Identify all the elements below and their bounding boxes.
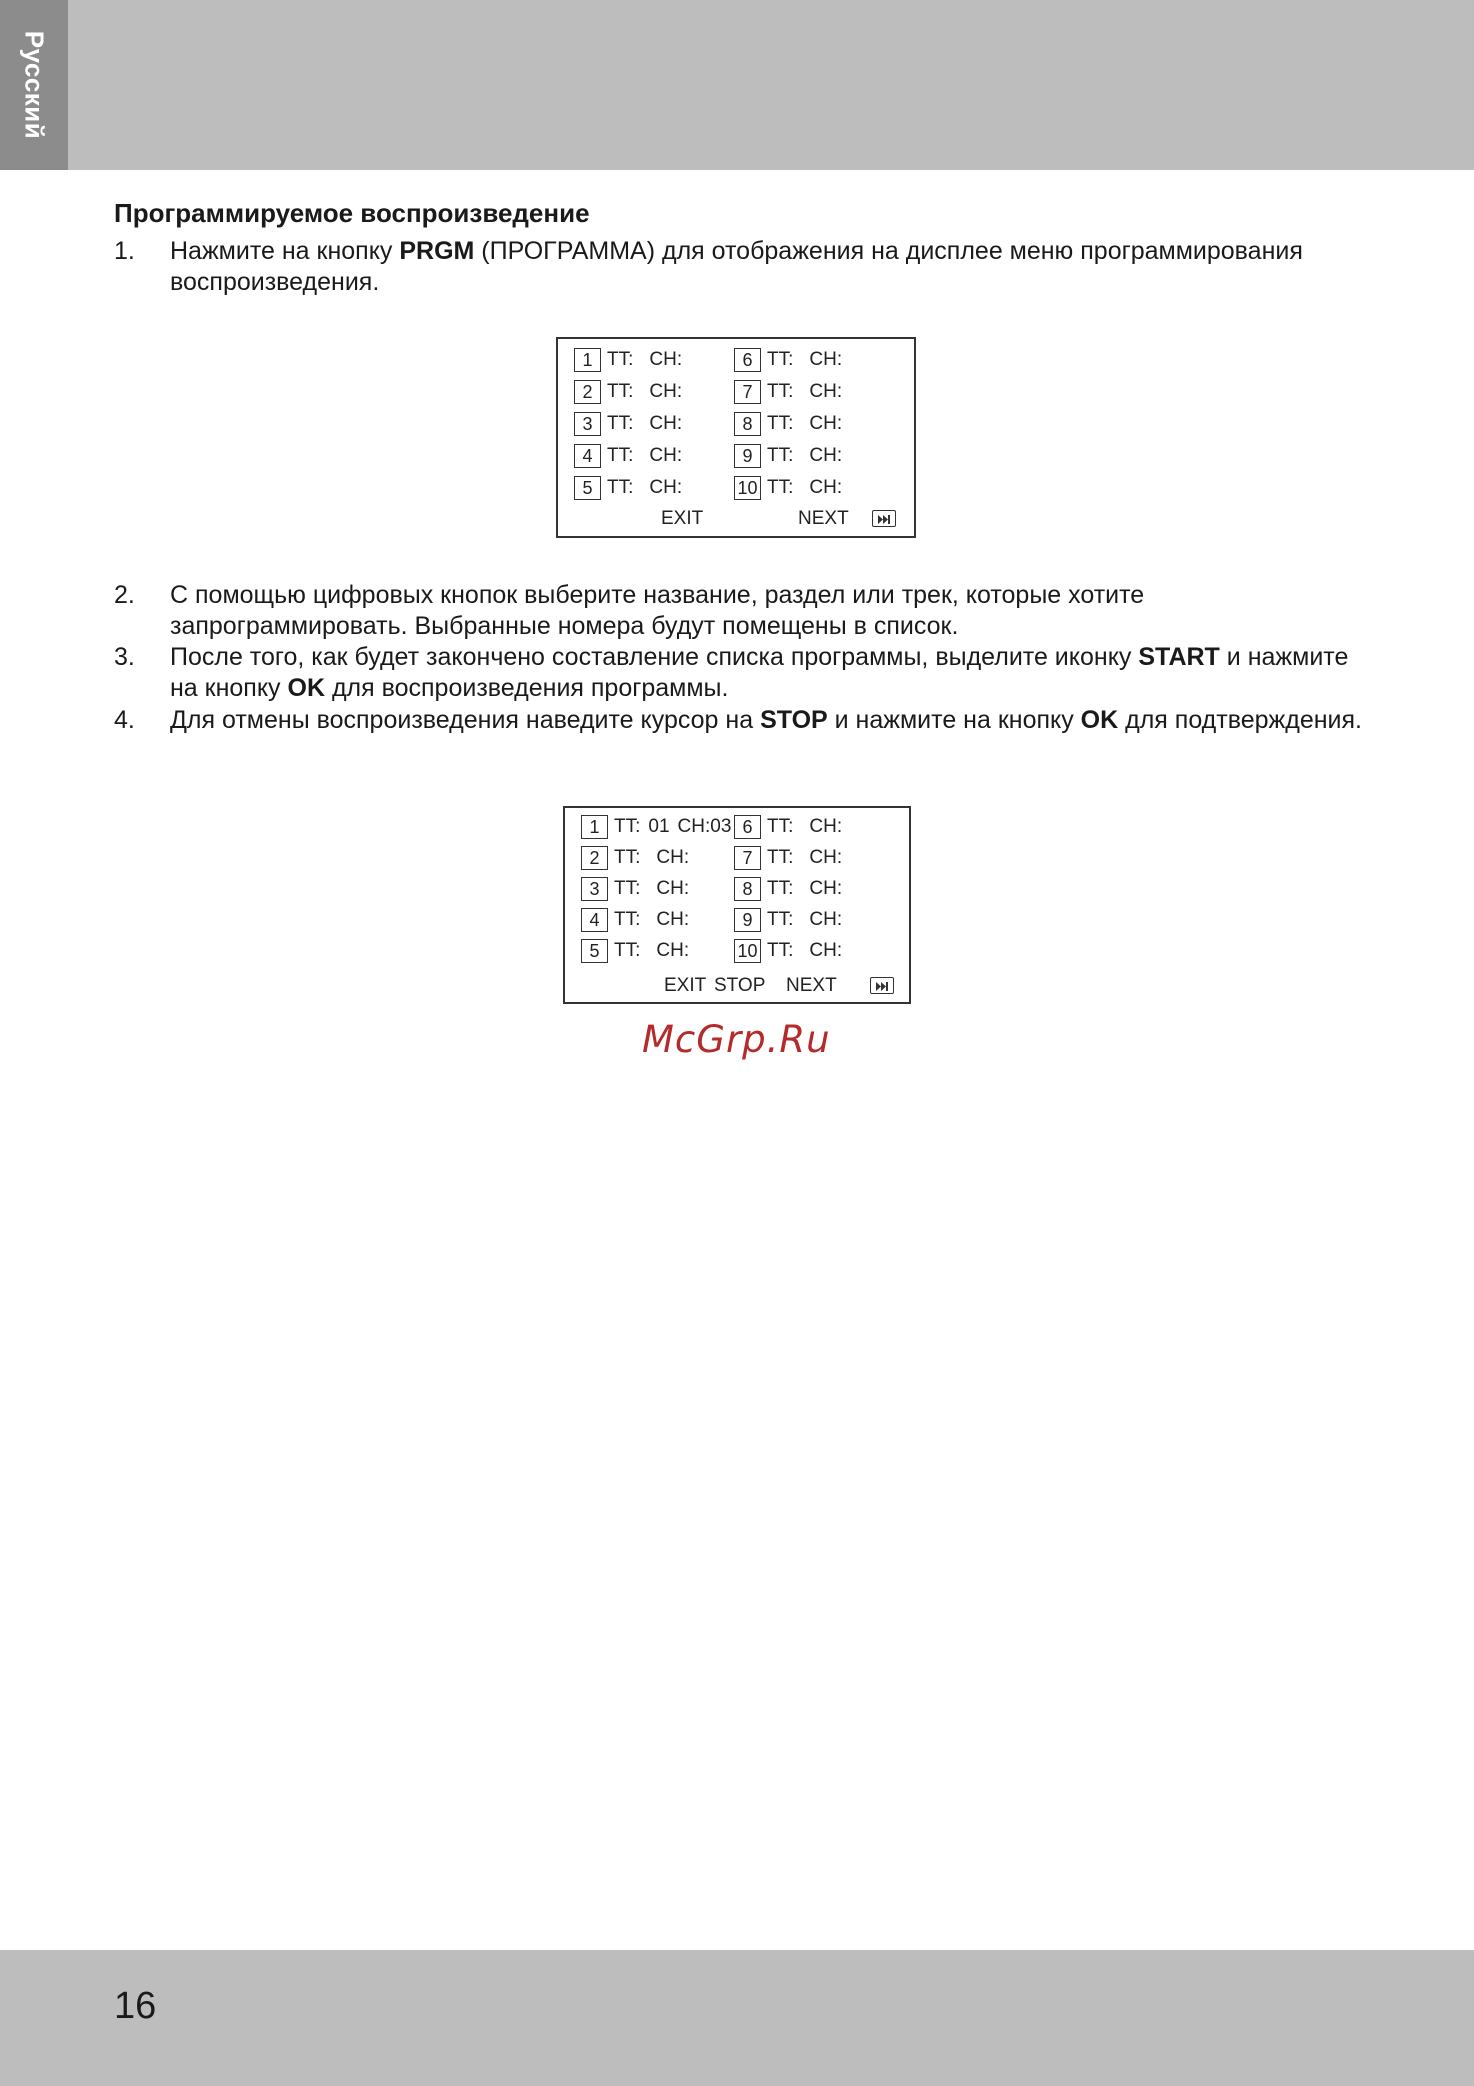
- program-slot-1[interactable]: [574, 347, 682, 373]
- slot-number-box: 1: [574, 348, 601, 372]
- chapter-label: CH:: [649, 477, 683, 498]
- title-label: TT:: [614, 909, 641, 930]
- title-label: TT:: [614, 878, 641, 899]
- exit-option[interactable]: EXIT: [661, 508, 704, 529]
- title-label: TT:: [607, 477, 634, 498]
- title-label: TT:: [767, 381, 794, 402]
- exit-option[interactable]: EXIT: [664, 975, 707, 996]
- title-label: TT:: [607, 381, 634, 402]
- step-text-part: и нажмите на кнопку: [827, 706, 1081, 734]
- slot-number-box: 9: [734, 444, 761, 468]
- slot-number-box: 5: [574, 476, 601, 500]
- step-number: 4.: [114, 706, 135, 734]
- title-label: TT:: [614, 816, 641, 837]
- chapter-label: CH:: [809, 847, 843, 868]
- watermark: McGrp.Ru: [642, 1018, 831, 1061]
- chapter-label: CH:: [809, 909, 843, 930]
- chapter-label: CH:: [809, 940, 843, 961]
- step-bold-key: OK: [1080, 706, 1119, 734]
- skip-next-icon[interactable]: [872, 510, 896, 527]
- slot-number-box: 3: [581, 877, 608, 901]
- chapter-label: CH:: [649, 413, 683, 434]
- step-text-part: Для отмены воспроизведения наведите курсор на: [170, 706, 761, 734]
- title-label: TT:: [767, 413, 794, 434]
- page-number: 16: [114, 1985, 157, 2027]
- step-bold-key: STOP: [760, 706, 828, 734]
- language-tab: [0, 0, 68, 170]
- step-bold-key: OK: [287, 674, 326, 702]
- step-text-part: и нажмите на кнопку: [170, 643, 1349, 702]
- stop-option[interactable]: STOP: [714, 975, 766, 996]
- step-bold-key: PRGM: [399, 237, 475, 265]
- chapter-label: CH:: [649, 445, 683, 466]
- slot-number-box: 5: [581, 939, 608, 963]
- title-label: TT:: [767, 878, 794, 899]
- slot-number-box: 4: [581, 908, 608, 932]
- step-text-part: для воспроизведения программы.: [325, 674, 729, 702]
- slot-number-box: 3: [574, 412, 601, 436]
- chapter-label: CH:: [677, 816, 711, 837]
- program-slot-8[interactable]: [734, 876, 842, 902]
- slot-number-box: 10: [734, 939, 761, 963]
- program-slot-9[interactable]: [734, 907, 842, 933]
- chapter-label: CH:: [656, 878, 690, 899]
- program-slot-10[interactable]: [734, 938, 842, 964]
- program-slot-2[interactable]: [574, 379, 682, 405]
- program-slot-2[interactable]: [581, 845, 689, 871]
- step-bold-key: START: [1138, 643, 1220, 671]
- skip-next-icon[interactable]: [870, 977, 894, 994]
- program-slot-9[interactable]: [734, 443, 842, 469]
- title-label: TT:: [767, 445, 794, 466]
- title-label: TT:: [614, 847, 641, 868]
- step-text-part: (ПРОГРАММА) для отображения на дисплее меню программирования воспроизведения.: [170, 237, 1303, 296]
- header-band: [0, 0, 1474, 170]
- program-slot-7[interactable]: [734, 379, 842, 405]
- step-number: 3.: [114, 643, 135, 671]
- step-text-part: для подтверждения.: [1118, 706, 1362, 734]
- chapter-label: CH:: [809, 878, 843, 899]
- chapter-label: CH:: [656, 940, 690, 961]
- program-slot-1[interactable]: [581, 814, 731, 840]
- title-label: TT:: [607, 413, 634, 434]
- program-slot-3[interactable]: [581, 876, 689, 902]
- section-heading: Программируемое воспроизведение: [114, 198, 590, 228]
- step-text: [170, 642, 1380, 704]
- title-value: 01: [648, 816, 670, 837]
- title-label: TT:: [607, 445, 634, 466]
- language-tab-label: Русский: [19, 30, 50, 140]
- chapter-value: 03: [710, 816, 732, 837]
- program-menu-empty: [556, 337, 916, 538]
- slot-number-box: 10: [734, 476, 761, 500]
- step-text: [170, 236, 1380, 298]
- slot-number-box: 8: [734, 412, 761, 436]
- chapter-label: CH:: [809, 413, 843, 434]
- chapter-label: CH:: [809, 381, 843, 402]
- program-slot-5[interactable]: [574, 475, 682, 501]
- program-slot-5[interactable]: [581, 938, 689, 964]
- slot-number-box: 7: [734, 380, 761, 404]
- chapter-label: CH:: [809, 816, 843, 837]
- program-slot-6[interactable]: [734, 814, 842, 840]
- chapter-label: CH:: [809, 445, 843, 466]
- slot-number-box: 6: [734, 815, 761, 839]
- slot-number-box: 8: [734, 877, 761, 901]
- title-label: TT:: [767, 847, 794, 868]
- program-slot-8[interactable]: [734, 411, 842, 437]
- step-text-part: Нажмите на кнопку: [170, 237, 400, 265]
- program-slot-7[interactable]: [734, 845, 842, 871]
- title-label: TT:: [767, 940, 794, 961]
- chapter-label: CH:: [809, 349, 843, 370]
- step-number: 2.: [114, 581, 135, 609]
- skip-next-icon-glyph: [873, 512, 895, 527]
- chapter-label: CH:: [649, 381, 683, 402]
- program-slot-3[interactable]: [574, 411, 682, 437]
- slot-number-box: 9: [734, 908, 761, 932]
- title-label: TT:: [614, 940, 641, 961]
- chapter-label: CH:: [809, 477, 843, 498]
- skip-next-icon-glyph: [871, 979, 893, 994]
- step-text: С помощью цифровых кнопок выберите название, раздел или трек, которые хотите запрограммировать. Выбранные номера будут помещены в список.: [170, 581, 1145, 640]
- step-number: 1.: [114, 237, 135, 265]
- title-label: TT:: [767, 816, 794, 837]
- program-slot-10[interactable]: [734, 475, 842, 501]
- step-text: [170, 705, 1380, 736]
- slot-number-box: 4: [574, 444, 601, 468]
- next-option[interactable]: NEXT: [798, 508, 849, 529]
- title-label: TT:: [767, 477, 794, 498]
- program-slot-4[interactable]: [574, 443, 682, 469]
- program-menu-filled: [563, 806, 911, 1004]
- slot-number-box: 1: [581, 815, 608, 839]
- program-slot-4[interactable]: [581, 907, 689, 933]
- slot-number-box: 6: [734, 348, 761, 372]
- chapter-label: CH:: [656, 909, 690, 930]
- title-label: TT:: [767, 349, 794, 370]
- title-label: TT:: [607, 349, 634, 370]
- title-label: TT:: [767, 909, 794, 930]
- slot-number-box: 2: [581, 846, 608, 870]
- chapter-label: CH:: [656, 847, 690, 868]
- footer-band: [0, 1950, 1474, 2086]
- next-option[interactable]: NEXT: [786, 975, 837, 996]
- step-text-part: После того, как будет закончено составление списка программы, выделите иконку: [170, 643, 1139, 671]
- slot-number-box: 7: [734, 846, 761, 870]
- program-slot-6[interactable]: [734, 347, 842, 373]
- slot-number-box: 2: [574, 380, 601, 404]
- chapter-label: CH:: [649, 349, 683, 370]
